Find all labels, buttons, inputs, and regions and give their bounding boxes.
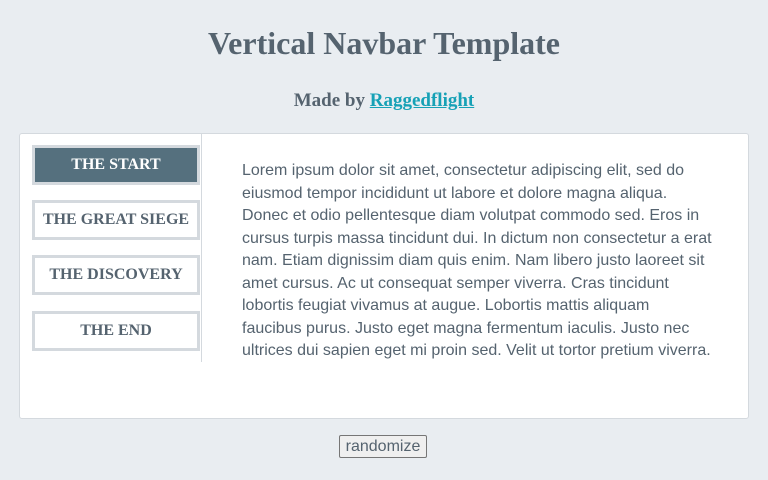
- made-by-label: Made by: [293, 90, 365, 111]
- nav-item-label: THE START: [71, 156, 161, 173]
- nav-item-label: THE GREAT SIEGE: [42, 211, 190, 228]
- nav-item-the-end[interactable]: [32, 311, 200, 351]
- nav-item-the-start[interactable]: [32, 145, 200, 185]
- author-link[interactable]: Raggedflight: [369, 90, 475, 111]
- nav-item-label: THE DISCOVERY: [49, 266, 183, 283]
- nav-item-label: THE END: [80, 322, 152, 339]
- nav-item-the-great-siege[interactable]: [32, 200, 200, 240]
- page-title: Vertical Navbar Template: [208, 25, 560, 61]
- vertical-navbar: [20, 134, 202, 362]
- made-by-line: [0, 88, 768, 114]
- nav-item-the-discovery[interactable]: [32, 255, 200, 295]
- content-paragraph: Lorem ipsum dolor sit amet, consectetur adipiscing elit, sed do eiusmod tempor incididunt ut labore et dolore magna aliqua. Donec et odio pellentesque diam volutpat commodo sed. Eros in cursus turpis massa tincidunt dui. In dictum non consectetur a erat nam. Etiam dignissim diam quis enim. Nam libero justo laoreet sit amet cursus. Ac ut consequat semper viverra. Cras tincidunt lobortis feugiat vivamus at augue. Lobortis mattis aliquam faucibus purus. Justo eget magna fermentum iaculis. Justo nec ultrices dui sapien eget mi proin sed. Velit ut tortor pretium viverra.: [242, 162, 712, 359]
- content-card: [19, 133, 749, 419]
- randomize-button[interactable]: randomize: [339, 435, 427, 458]
